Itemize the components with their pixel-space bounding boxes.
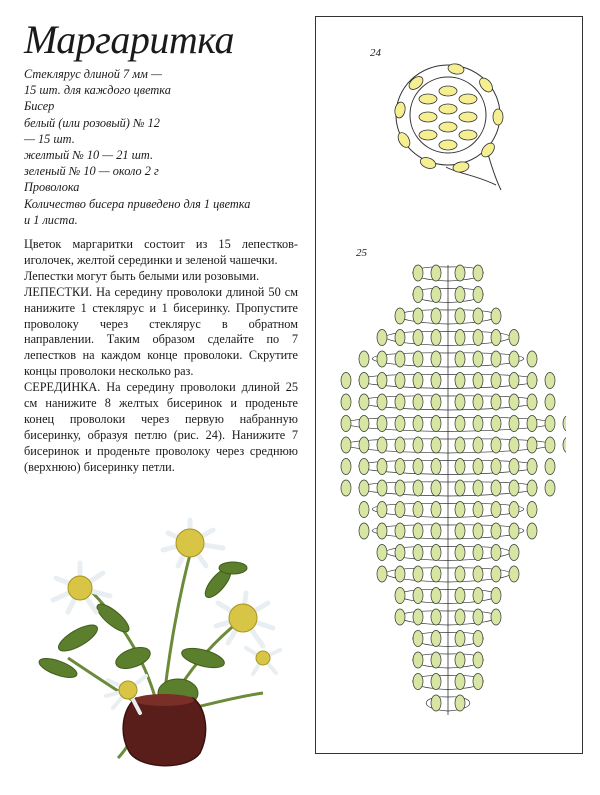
green-bead <box>491 523 501 539</box>
green-bead <box>413 566 423 582</box>
green-bead <box>395 351 405 367</box>
green-bead <box>341 480 351 496</box>
materials-line: зеленый № 10 — около 2 г <box>24 164 159 179</box>
green-bead <box>431 631 441 647</box>
green-bead <box>491 308 501 324</box>
green-bead <box>455 416 465 432</box>
green-bead <box>431 287 441 303</box>
green-bead <box>491 566 501 582</box>
green-bead <box>413 502 423 518</box>
green-bead <box>491 437 501 453</box>
green-bead <box>527 351 537 367</box>
green-bead <box>341 437 351 453</box>
green-bead <box>377 373 387 389</box>
green-bead <box>395 480 405 496</box>
green-bead <box>527 373 537 389</box>
instructions-text <box>24 237 298 476</box>
green-bead <box>431 609 441 625</box>
green-bead <box>509 480 519 496</box>
green-bead <box>455 287 465 303</box>
green-bead <box>473 566 483 582</box>
green-bead <box>491 609 501 625</box>
green-bead <box>431 373 441 389</box>
green-bead <box>395 394 405 410</box>
green-bead <box>563 437 566 453</box>
green-bead <box>341 459 351 475</box>
green-bead <box>509 459 519 475</box>
green-bead <box>413 609 423 625</box>
green-bead <box>431 351 441 367</box>
green-bead <box>431 308 441 324</box>
green-bead <box>431 695 441 711</box>
green-bead <box>455 674 465 690</box>
green-bead <box>341 373 351 389</box>
green-bead <box>455 480 465 496</box>
materials-line: Стеклярус длиной 7 мм — <box>24 67 162 81</box>
green-bead <box>413 351 423 367</box>
green-bead <box>359 373 369 389</box>
green-bead <box>545 416 555 432</box>
green-bead <box>377 566 387 582</box>
green-bead <box>473 609 483 625</box>
petals-text: На середину проволоки длиной 50 см нанижите 1 стеклярус и 1 бисеринку. Пропустите проволоку через стеклярус в обратном направлении. Таким образом сделайте по 7 лепестков на каждом конце проволоки. Скрутите концы проволоки несколько раз. <box>24 284 298 379</box>
daisy-flower <box>163 520 223 566</box>
green-bead <box>395 416 405 432</box>
green-bead <box>563 416 566 432</box>
green-bead <box>527 394 537 410</box>
green-bead <box>545 394 555 410</box>
green-bead <box>413 416 423 432</box>
green-bead <box>377 459 387 475</box>
green-bead <box>341 394 351 410</box>
green-bead <box>413 674 423 690</box>
green-bead <box>473 351 483 367</box>
green-bead <box>509 566 519 582</box>
green-bead <box>455 437 465 453</box>
green-bead <box>359 523 369 539</box>
green-bead <box>395 373 405 389</box>
figure-25-label: 25 <box>356 247 367 259</box>
green-bead <box>431 523 441 539</box>
green-bead <box>341 416 351 432</box>
green-bead <box>413 265 423 281</box>
petals-paragraph <box>24 285 298 380</box>
petals-heading: ЛЕПЕСТКИ. <box>24 284 93 299</box>
green-bead <box>455 652 465 668</box>
green-bead <box>413 287 423 303</box>
green-bead <box>395 502 405 518</box>
green-bead <box>377 545 387 561</box>
figure-24-diagram <box>386 55 516 195</box>
green-bead <box>413 459 423 475</box>
green-bead <box>395 308 405 324</box>
green-bead <box>473 308 483 324</box>
green-bead <box>527 480 537 496</box>
green-bead <box>455 308 465 324</box>
green-bead <box>455 459 465 475</box>
green-bead <box>473 502 483 518</box>
green-bead <box>491 351 501 367</box>
green-bead <box>413 308 423 324</box>
page-title: Маргаритка <box>24 17 234 62</box>
green-bead <box>473 545 483 561</box>
green-bead <box>545 437 555 453</box>
green-bead <box>431 502 441 518</box>
green-bead <box>359 416 369 432</box>
green-bead <box>377 394 387 410</box>
green-bead <box>527 437 537 453</box>
green-bead <box>491 545 501 561</box>
green-bead <box>377 351 387 367</box>
green-bead <box>377 502 387 518</box>
green-bead <box>431 588 441 604</box>
green-bead <box>491 459 501 475</box>
green-bead <box>395 523 405 539</box>
green-bead <box>431 437 441 453</box>
green-bead <box>455 695 465 711</box>
green-bead <box>473 674 483 690</box>
green-bead <box>377 437 387 453</box>
figure-24-label: 24 <box>370 47 381 59</box>
green-bead <box>431 545 441 561</box>
green-bead <box>509 330 519 346</box>
green-bead <box>413 330 423 346</box>
materials-line: желтый № 10 — 21 шт. <box>24 148 154 163</box>
green-bead <box>509 373 519 389</box>
green-bead <box>431 416 441 432</box>
daisy-flower <box>216 593 273 646</box>
green-bead <box>359 394 369 410</box>
daisy-flower <box>246 648 280 674</box>
green-bead <box>527 416 537 432</box>
green-bead <box>377 416 387 432</box>
green-bead <box>473 480 483 496</box>
green-bead <box>455 265 465 281</box>
green-bead <box>377 330 387 346</box>
green-bead <box>395 459 405 475</box>
green-bead <box>377 480 387 496</box>
green-bead <box>455 609 465 625</box>
green-bead <box>473 523 483 539</box>
green-bead <box>509 502 519 518</box>
diagram-panel <box>315 16 583 754</box>
green-bead <box>431 265 441 281</box>
green-bead <box>413 523 423 539</box>
materials-list <box>24 66 296 228</box>
green-bead <box>491 588 501 604</box>
green-bead <box>473 652 483 668</box>
materials-line: и 1 листа. <box>24 212 78 227</box>
green-bead <box>455 330 465 346</box>
green-bead <box>473 437 483 453</box>
green-bead <box>545 459 555 475</box>
green-bead <box>395 437 405 453</box>
green-bead <box>413 631 423 647</box>
green-bead <box>509 351 519 367</box>
green-bead <box>455 394 465 410</box>
intro-paragraph: Цветок маргаритки состоит из 15 лепестков-иголочек, желтой серединки и зеленой чашечки. <box>24 237 298 267</box>
green-bead <box>377 523 387 539</box>
green-bead <box>545 480 555 496</box>
green-bead <box>473 265 483 281</box>
green-bead <box>509 416 519 432</box>
green-bead <box>413 545 423 561</box>
green-bead <box>455 631 465 647</box>
green-bead <box>431 480 441 496</box>
green-bead <box>413 588 423 604</box>
green-bead <box>431 674 441 690</box>
center-paragraph <box>24 380 298 475</box>
green-bead <box>395 545 405 561</box>
materials-line: 15 шт. для каждого цветка <box>24 83 171 98</box>
green-bead <box>491 373 501 389</box>
materials-line: Проволока <box>24 180 80 195</box>
green-bead <box>455 566 465 582</box>
green-bead <box>473 631 483 647</box>
green-bead <box>509 545 519 561</box>
green-bead <box>473 330 483 346</box>
green-bead <box>359 437 369 453</box>
green-bead <box>413 652 423 668</box>
materials-line: — 15 шт. <box>24 131 75 146</box>
green-bead <box>431 394 441 410</box>
green-bead <box>395 566 405 582</box>
green-bead <box>413 373 423 389</box>
green-bead <box>527 502 537 518</box>
green-bead <box>359 459 369 475</box>
green-bead <box>545 373 555 389</box>
green-bead <box>413 437 423 453</box>
green-bead <box>455 351 465 367</box>
green-bead <box>395 330 405 346</box>
green-bead <box>455 373 465 389</box>
green-bead <box>455 545 465 561</box>
materials-line: Количество бисера приведено для 1 цветка <box>24 196 251 211</box>
green-bead <box>491 330 501 346</box>
materials-line: Бисер <box>24 99 55 114</box>
green-bead <box>431 652 441 668</box>
center-text: На середину проволоки длиной 25 см нанижите 8 желтых бисеринок и проденьте конец проволоки через первую набранную бисеринку, образуя петлю (рис. 24). Нанижите 7 бисеринок и проденьте проволоку через среднюю (верхнюю) бисеринку петли. <box>24 380 298 474</box>
green-bead <box>527 523 537 539</box>
green-bead <box>473 287 483 303</box>
green-bead <box>431 459 441 475</box>
green-bead <box>527 459 537 475</box>
green-bead <box>395 609 405 625</box>
green-bead <box>491 416 501 432</box>
center-heading: СЕРЕДИНКА. <box>24 380 101 395</box>
green-bead <box>359 351 369 367</box>
figure-25-leaf-diagram <box>336 245 566 715</box>
green-bead <box>473 416 483 432</box>
green-bead <box>395 588 405 604</box>
green-bead <box>359 480 369 496</box>
green-bead <box>491 480 501 496</box>
green-bead <box>509 523 519 539</box>
color-paragraph: Лепестки могут быть белыми или розовыми. <box>24 268 260 283</box>
green-bead <box>491 394 501 410</box>
green-bead <box>473 459 483 475</box>
green-bead <box>509 437 519 453</box>
green-bead <box>509 394 519 410</box>
green-bead <box>431 330 441 346</box>
daisy-bouquet-photo <box>18 508 288 770</box>
green-bead <box>431 566 441 582</box>
materials-line: белый (или розовый) № 12 <box>24 115 160 130</box>
green-bead <box>413 394 423 410</box>
green-bead <box>455 523 465 539</box>
green-bead <box>473 373 483 389</box>
green-bead <box>455 588 465 604</box>
green-bead <box>473 588 483 604</box>
green-bead <box>359 502 369 518</box>
green-bead <box>413 480 423 496</box>
green-bead <box>491 502 501 518</box>
green-bead <box>455 502 465 518</box>
green-bead <box>473 394 483 410</box>
